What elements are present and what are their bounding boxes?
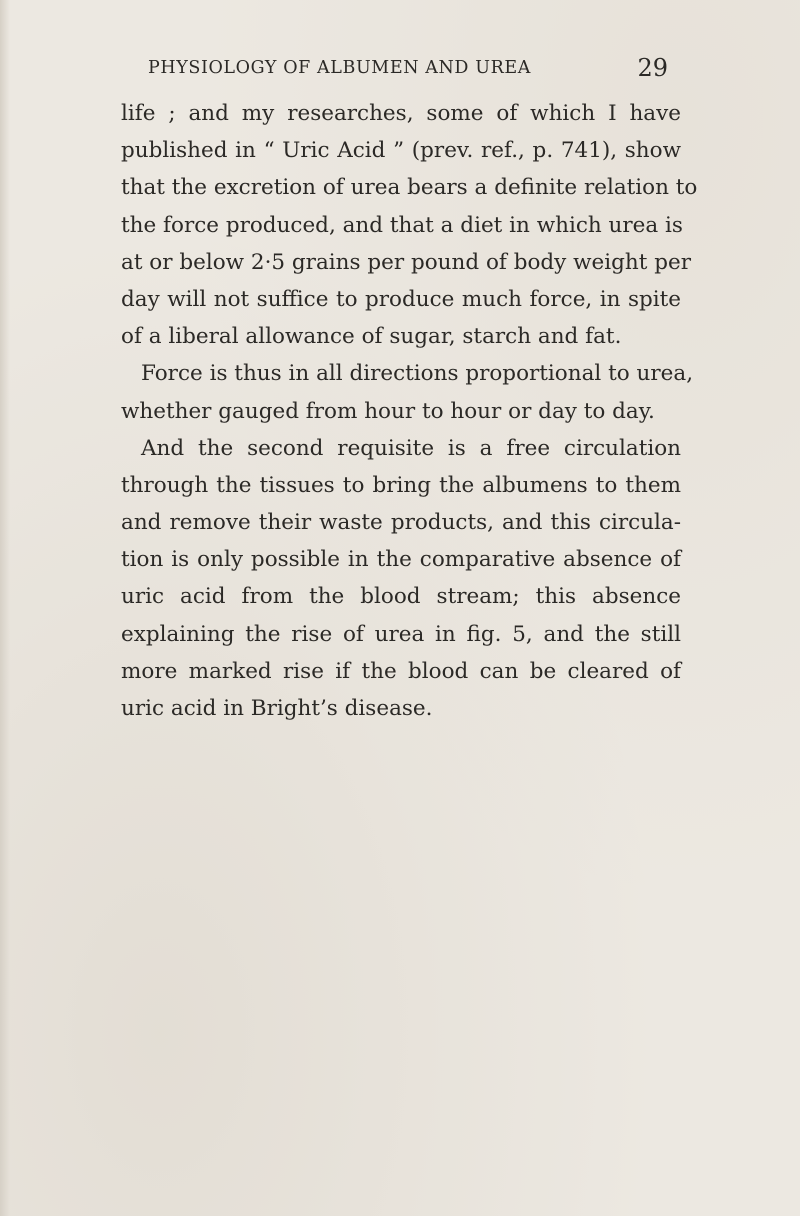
text-line: through the tissues to bring the albumens to them xyxy=(121,472,681,498)
text-line: uric acid from the blood stream; this absence xyxy=(121,584,681,610)
text-line: the force produced, and that a diet in which urea is xyxy=(121,212,683,238)
text-line: tion is only possible in the comparative absence of xyxy=(121,547,681,573)
text-line: that the excretion of urea bears a definite relation to xyxy=(121,175,698,201)
paragraph-end-line: whether gauged from hour to hour or day to day. xyxy=(121,398,655,424)
paragraph-start-line: And the second requisite is a free circulation xyxy=(141,435,681,461)
paragraph-end-line: uric acid in Bright’s disease. xyxy=(121,696,433,721)
paragraph-end-line: of a liberal allowance of sugar, starch and fat. xyxy=(121,324,622,350)
running-head xyxy=(148,54,668,88)
text-line: published in “ Uric Acid ” (prev. ref., p. 741), show xyxy=(121,138,681,164)
text-line: day will not suffice to produce much force, in spite xyxy=(121,286,681,312)
text-line: explaining the rise of urea in fig. 5, and the still xyxy=(121,621,681,647)
page-gutter-shadow xyxy=(0,0,10,1216)
body-text xyxy=(121,95,698,727)
text-line: life ; and my researches, some of which I have xyxy=(121,101,681,126)
text-line: at or below 2·5 grains per pound of body weight per xyxy=(121,249,692,275)
running-title: PHYSIOLOGY OF ALBUMEN AND UREA xyxy=(148,58,531,78)
page-number: 29 xyxy=(637,54,668,82)
text-line: and remove their waste products, and this circula- xyxy=(121,510,681,536)
paragraph-start-line: Force is thus in all directions proportional to urea, xyxy=(141,361,694,387)
text-line: more marked rise if the blood can be cleared of xyxy=(121,658,681,684)
